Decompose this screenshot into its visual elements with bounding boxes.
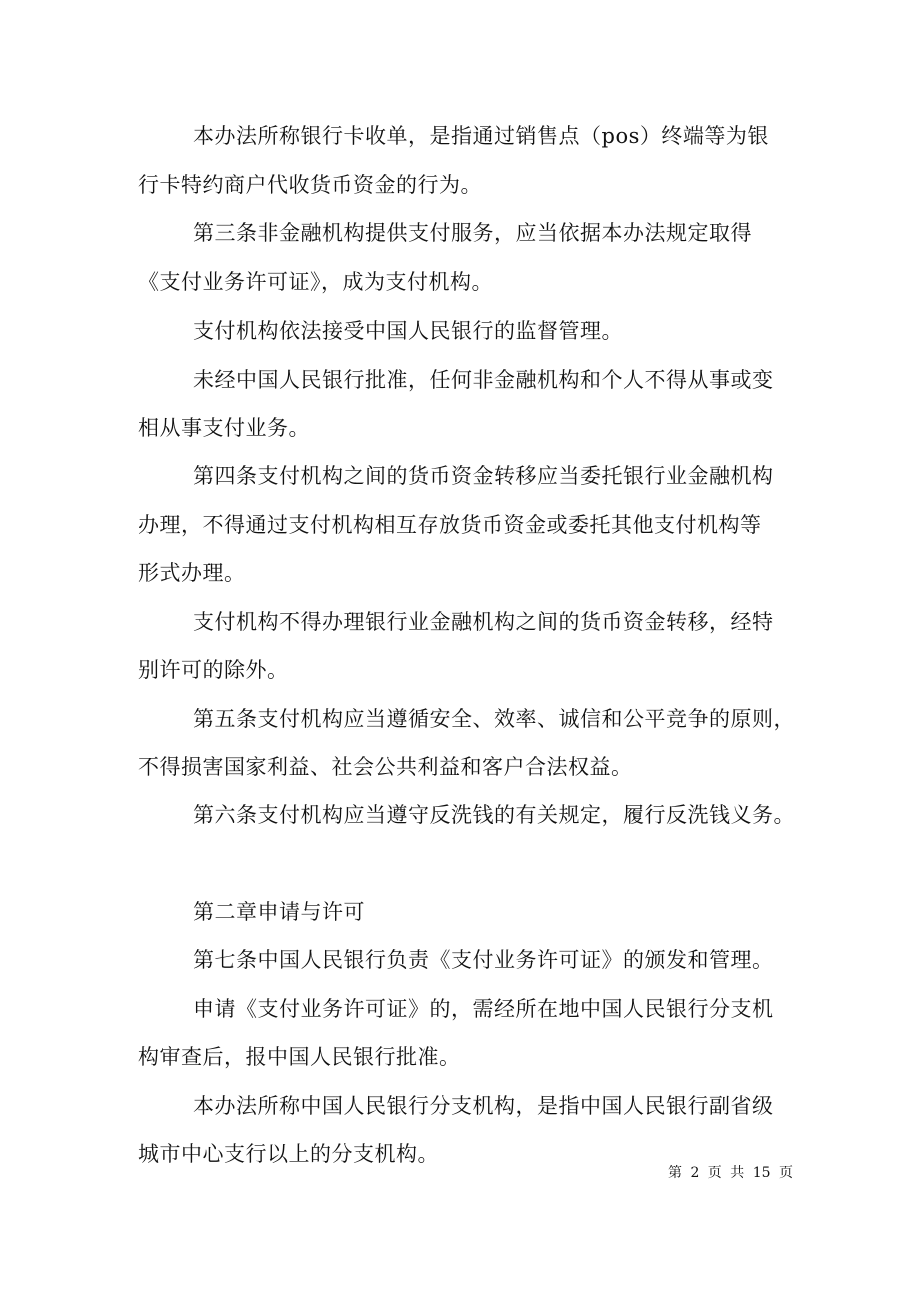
paragraph-line: 形式办理。	[138, 561, 246, 585]
paragraph-line: 申请《支付业务许可证》的，需经所在地中国人民银行分支机	[193, 997, 774, 1021]
paragraph-line: 第三条非金融机构提供支付服务，应当依据本办法规定取得	[193, 221, 752, 245]
paragraph-line: 别许可的除外。	[138, 658, 289, 682]
paragraph-line: 本办法所称中国人民银行分支机构，是指中国人民银行副省级	[193, 1094, 774, 1118]
paragraph-line: 构审查后，报中国人民银行批准。	[138, 1045, 461, 1069]
page-number-footer: 第 2 页 共 15 页	[668, 1165, 793, 1181]
paragraph-line: 办理，不得通过支付机构相互存放货币资金或委托其他支付机构等	[138, 513, 762, 537]
paragraph-line: 本办法所称银行卡收单，是指通过销售点（pos）终端等为银	[193, 124, 769, 148]
paragraph-line: 未经中国人民银行批准，任何非金融机构和个人不得从事或变	[193, 368, 774, 392]
paragraph-line: 第五条支付机构应当遵循安全、效率、诚信和公平竞争的原则，	[193, 707, 795, 731]
paragraph-line: 第六条支付机构应当遵守反洗钱的有关规定，履行反洗钱义务。	[193, 803, 795, 827]
paragraph-line: 支付机构不得办理银行业金融机构之间的货币资金转移，经特	[193, 610, 774, 634]
paragraph-line: 第七条中国人民银行负责《支付业务许可证》的颁发和管理。	[193, 948, 774, 972]
paragraph-line: 《支付业务许可证》，成为支付机构。	[138, 270, 493, 294]
paragraph-line: 第四条支付机构之间的货币资金转移应当委托银行业金融机构	[193, 464, 774, 488]
chapter-heading: 第二章申请与许可	[193, 900, 365, 924]
paragraph-line: 相从事支付业务。	[138, 416, 310, 440]
paragraph-line: 城市中心支行以上的分支机构。	[138, 1142, 439, 1166]
paragraph-line: 行卡特约商户代收货币资金的行为。	[138, 173, 482, 197]
paragraph-line: 不得损害国家利益、社会公共利益和客户合法权益。	[138, 755, 633, 779]
paragraph-line: 支付机构依法接受中国人民银行的监督管理。	[193, 319, 623, 343]
